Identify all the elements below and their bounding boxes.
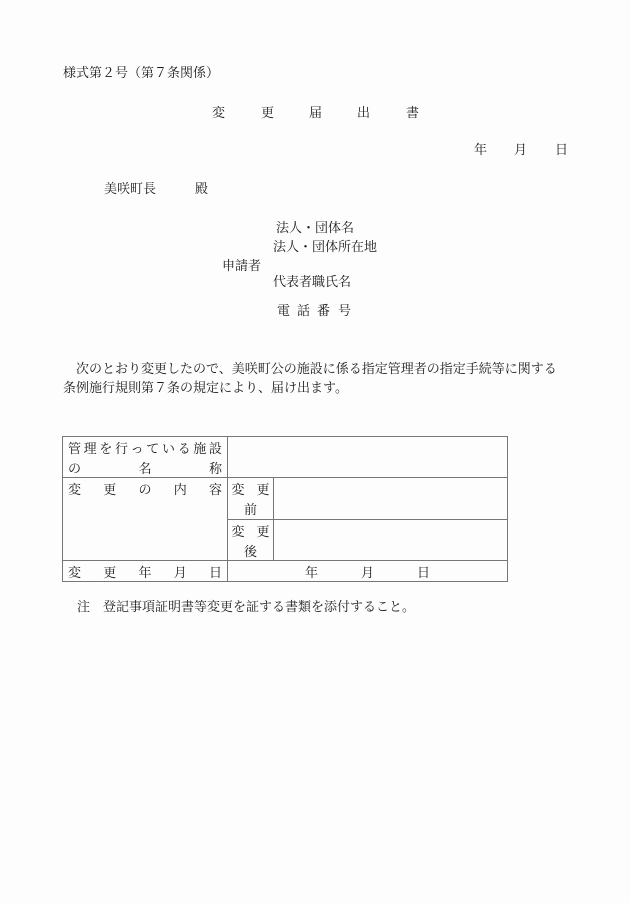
applicant-org-address: 法人・団体所在地 [273,240,378,255]
note-text: 注 登記事項証明書等変更を証する書類を添付すること。 [77,600,416,615]
addressee-honorific: 殿 [195,182,209,197]
title-char: 書 [406,106,420,121]
addressee-name: 美咲町長 [104,182,157,197]
change-content-label: 変 更 の 内 容 [63,478,228,561]
day-label: 日 [555,143,569,158]
table-row [63,437,508,478]
before-change-label: 変 更 前 [228,478,274,520]
change-date-value[interactable]: 年 月 日 [228,561,508,582]
table-row [63,478,508,520]
form-label: 様式第２号（第７条関係） [63,66,220,81]
after-change-value[interactable] [274,520,508,561]
facility-name-label: 管 理 を 行 っ て い る 施 設 の 名 称 [63,437,228,478]
change-date-label: 変 更 年 月 日 [63,561,228,582]
title-char: 出 [357,106,371,121]
title-char: 変 [212,106,226,121]
change-form-table [62,436,508,582]
table-row [63,561,508,582]
applicant-representative: 代表者職氏名 [273,275,352,290]
body-text-line2: 条例施行規則第７条の規定により、届け出ます。 [63,381,348,396]
before-change-value[interactable] [274,478,508,520]
after-change-label: 変 更 後 [228,520,274,561]
facility-name-value[interactable] [228,437,508,478]
body-text-line1: 次のとおり変更したので、美咲町公の施設に係る指定管理者の指定手続等に関する [63,362,557,377]
title-char: 更 [261,106,275,121]
applicant-org-name: 法人・団体名 [276,221,355,236]
applicant-label: 申請者 [222,259,262,274]
month-label: 月 [514,143,528,158]
title-char: 届 [309,106,323,121]
year-label: 年 [474,143,488,158]
